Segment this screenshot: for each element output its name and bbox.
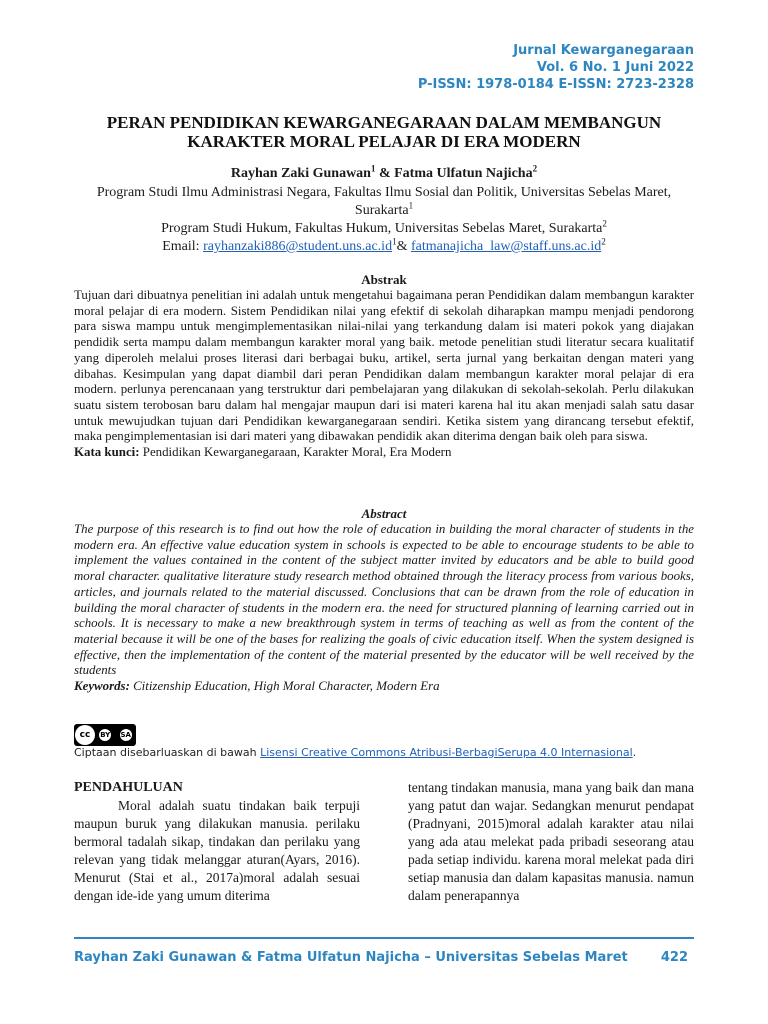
affiliation-2 (74, 220, 694, 238)
sa-icon: SA (120, 731, 131, 739)
abstract-body: The purpose of this research is to find out how the role of education in building the moral character of students in the modern era. An effective value education system in schools is expected to be able to encourage students to be able to implement the values contained in the content of the subject matter invited by educators and be able to build good moral character. qualitative literature study research method obtained through the literacy process from various books, articles, and journals related to the material discussed. Conclusions that can be drawn from the role of education in building the moral character of students in the modern era. the need for structured planning of learning carried out in schools. It is necessary to make a new breakthrough system in terms of teaching as well as from the content of the material because it will be one of the bases for realizing the goals of civic education itself. When the system designed is effective, then the implementation of the content of the material presented by the educator will be well received by the students (74, 522, 694, 678)
page-number: 422 (660, 950, 688, 965)
page-footer (74, 950, 688, 965)
title-line-1: PERAN PENDIDIKAN KEWARGANEGARAAN DALAM MEMBANGUN (106, 113, 662, 132)
abstrak-heading: Abstrak (361, 272, 407, 287)
kata-kunci-text: Pendidikan Kewarganegaraan, Karakter Moral, Era Modern (139, 445, 452, 460)
affiliation-1 (74, 184, 694, 220)
affiliation-1-sup: 1 (408, 200, 414, 211)
author-1: Rayhan Zaki Gunawan (230, 166, 371, 181)
abstrak-section (74, 288, 694, 461)
cc-license-badge[interactable] (74, 724, 136, 746)
cc-icon: cc (75, 725, 95, 745)
license-link[interactable]: Lisensi Creative Commons Atribusi-BerbagiSerupa 4.0 Internasional (260, 746, 633, 759)
license-prefix: Ciptaan disebarluaskan di bawah (74, 746, 261, 759)
author-2: & Fatma Ulfatun Najicha (375, 166, 533, 181)
paper-title (74, 113, 694, 151)
affiliation-2-sup: 2 (602, 218, 607, 229)
kata-kunci (74, 445, 694, 461)
email-1-sup: 1 (392, 236, 397, 247)
abstract-heading: Abstract (361, 506, 407, 521)
body-column-right (408, 779, 694, 905)
author-2-sup: 2 (532, 163, 538, 174)
title-line-2: KARAKTER MORAL PELAJAR DI ERA MODERN (187, 132, 581, 151)
body-paragraph-right: tentang tindakan manusia, mana yang baik dan mana yang patut dan wajar. Sedangkan menurut pendapat (Pradnyani, 2015)moral adalah karakter atau nilai yang ada atau melekat pada pribadi seseorang atau pada setiap individu. karena moral melekat pada diri setiap manusia dan dalam kapasitas manusia. namun dalam penerapannya (408, 780, 694, 903)
affiliation-1-text: Program Studi Ilmu Administrasi Negara, Fakultas Ilmu Sosial dan Politik, Universitas Sebelas Maret, Surakarta (96, 185, 672, 218)
license-suffix: . (632, 746, 637, 759)
keywords-text: Citizenship Education, High Moral Character, Modern Era (129, 679, 440, 694)
author-list (74, 165, 694, 183)
keywords-label: Keywords: (74, 679, 130, 694)
author-1-sup: 1 (370, 163, 376, 174)
kata-kunci-label: Kata kunci: (74, 445, 140, 460)
section-heading-pendahuluan: PENDAHULUAN (74, 780, 183, 795)
license-line (74, 746, 636, 760)
journal-issn: P-ISSN: 1978-0184 E-ISSN: 2723-2328 (417, 77, 694, 92)
journal-header (418, 42, 694, 93)
footer-authors: Rayhan Zaki Gunawan & Fatma Ulfatun Najicha – Universitas Sebelas Maret (74, 950, 628, 965)
by-icon: BY (100, 731, 111, 739)
email-2-sup: 2 (601, 236, 606, 247)
affiliation-2-text: Program Studi Hukum, Fakultas Hukum, Universitas Sebelas Maret, Surakarta (161, 221, 603, 236)
keywords (74, 679, 694, 695)
email-label: Email: (162, 239, 204, 254)
journal-name: Jurnal Kewarganegaraan (513, 43, 694, 58)
email-line (74, 238, 694, 256)
abstrak-body: Tujuan dari dibuatnya penelitian ini adalah untuk mengetahui bagaimana peran Pendidikan dalam membangun karakter moral pelajar di era modern. Sistem Pendidikan nilai yang efektif di sekolah diharapkan mampu menjadi pendorong para siswa mampu untuk mengimplementasikan nilai-nilai yang terkandung dalam isi materi pokok yang diajakan pendidik serta mampu dalam membangun karakter moral yang baik. metode penelitian studi literatur secara kualitatif yang diperoleh melalui proses literasi dari berbagai buku, artikel, serta jurnal yang berkaitan dengan materi yang dibahas. Kesimpulan yang dapat diambil dari peran Pendidikan dalam membangun karakter moral pelajar di era modern. perlunya perencanaan yang terstruktur dari pembelajaran yang dilakukan di sekolah-sekolah. Perlu dilakukan suatu sistem terobosan baru dalam hal mengajar maupun dari isi materi karena hal itu akan menjadi salah satu dasar untuk mewujudkan tujuan dari Pendidikan kewarganegaraan sendiri. Ketika sistem yang dirancang tersebut efektif, maka pengimplementasian isi dari materi yang dibawakan pendidik akan diterima dengan baik oleh para siswa. (74, 288, 694, 444)
cc-badge-terms (95, 729, 136, 741)
footer-divider (74, 937, 694, 939)
email-amp: & (396, 239, 411, 254)
abstract-section (74, 522, 694, 695)
journal-volume: Vol. 6 No. 1 Juni 2022 (536, 60, 694, 75)
email-link-1[interactable]: rayhanzaki886@student.uns.ac.id (203, 239, 393, 254)
email-link-2[interactable]: fatmanajicha_law@staff.uns.ac.id (410, 239, 602, 254)
body-paragraph-left: Moral adalah suatu tindakan baik terpuji maupun buruk yang dilakukan manusia. perilaku bermoral tadalah sikap, tindakan dan perilaku yang relevan yang tidak melanggar aturan(Ayars, 2016). Menurut (Stai et al., 2017a)moral adalah sesuai dengan ide-ide yang umum diterima (74, 798, 360, 903)
body-column-left (74, 779, 360, 905)
